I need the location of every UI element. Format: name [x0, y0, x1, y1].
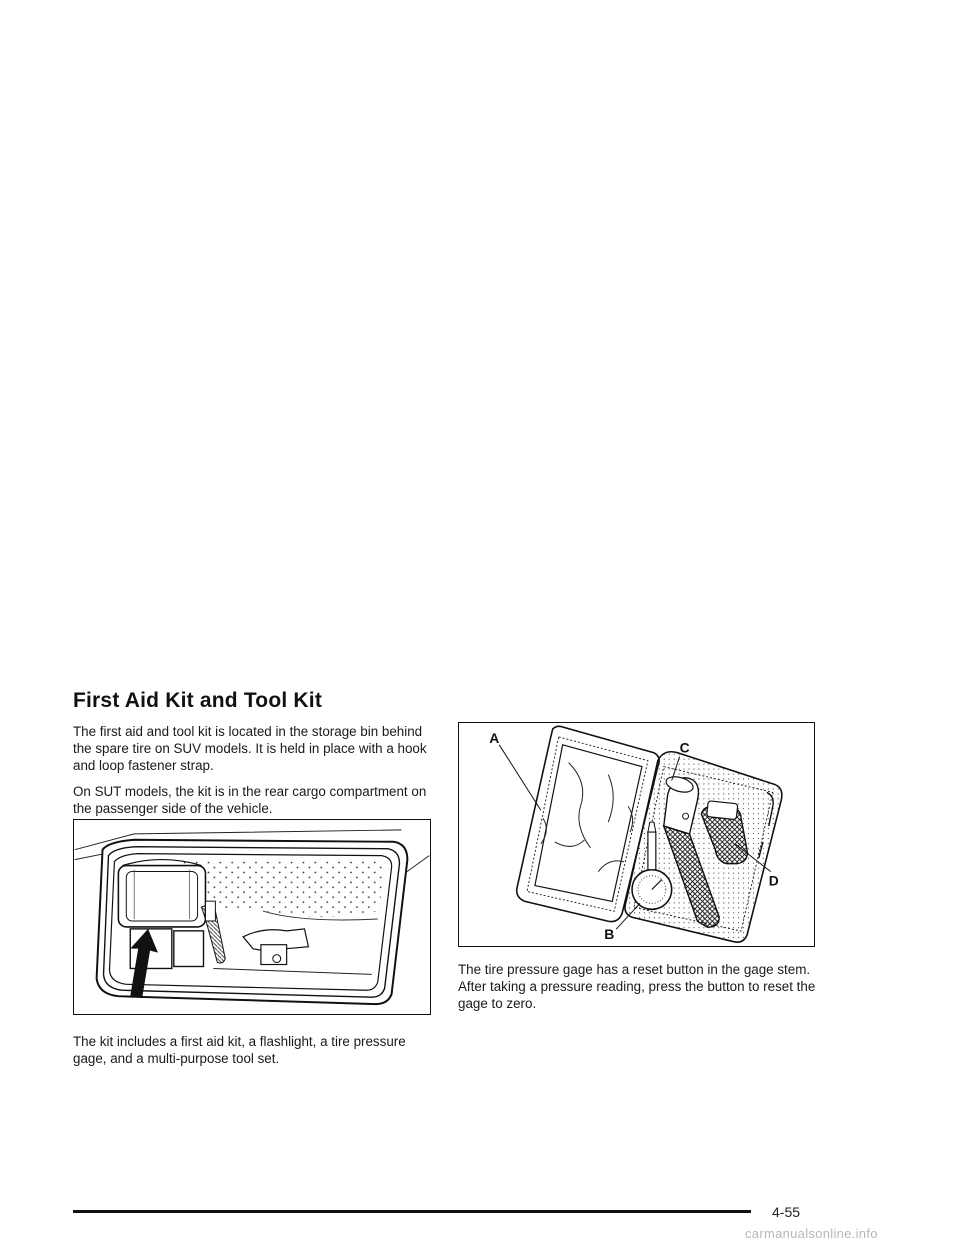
footer-rule: [73, 1210, 751, 1213]
cargo-bin-drawing: [74, 820, 430, 1014]
callout-c-label: C: [679, 739, 690, 756]
kit-contents-drawing: [459, 723, 814, 946]
section-title: First Aid Kit and Tool Kit: [73, 689, 323, 712]
callout-d-label: D: [768, 872, 779, 889]
page-number: 4-55: [772, 1204, 801, 1220]
sut-paragraph: On SUT models, the kit is in the rear cargo compartment on the passenger side of the vehicle.: [73, 784, 427, 816]
gage-paragraph: The tire pressure gage has a reset button in the gage stem. After taking a pressure reading, press the button to reset the gage to zero.: [458, 962, 816, 1011]
kit-contents-illustration: [458, 722, 815, 947]
watermark-text: carmanualsonline.info: [745, 1226, 878, 1241]
callout-b-label: B: [604, 926, 615, 943]
cargo-bin-illustration: [73, 819, 431, 1015]
contents-paragraph: The kit includes a first aid kit, a flashlight, a tire pressure gage, and a multi-purpose tool set.: [73, 1034, 406, 1066]
intro-paragraph: The first aid and tool kit is located in the storage bin behind the spare tire on SUV models. It is held in place with a hook and loop fastener strap.: [73, 724, 427, 773]
callout-a-label: A: [489, 729, 500, 746]
